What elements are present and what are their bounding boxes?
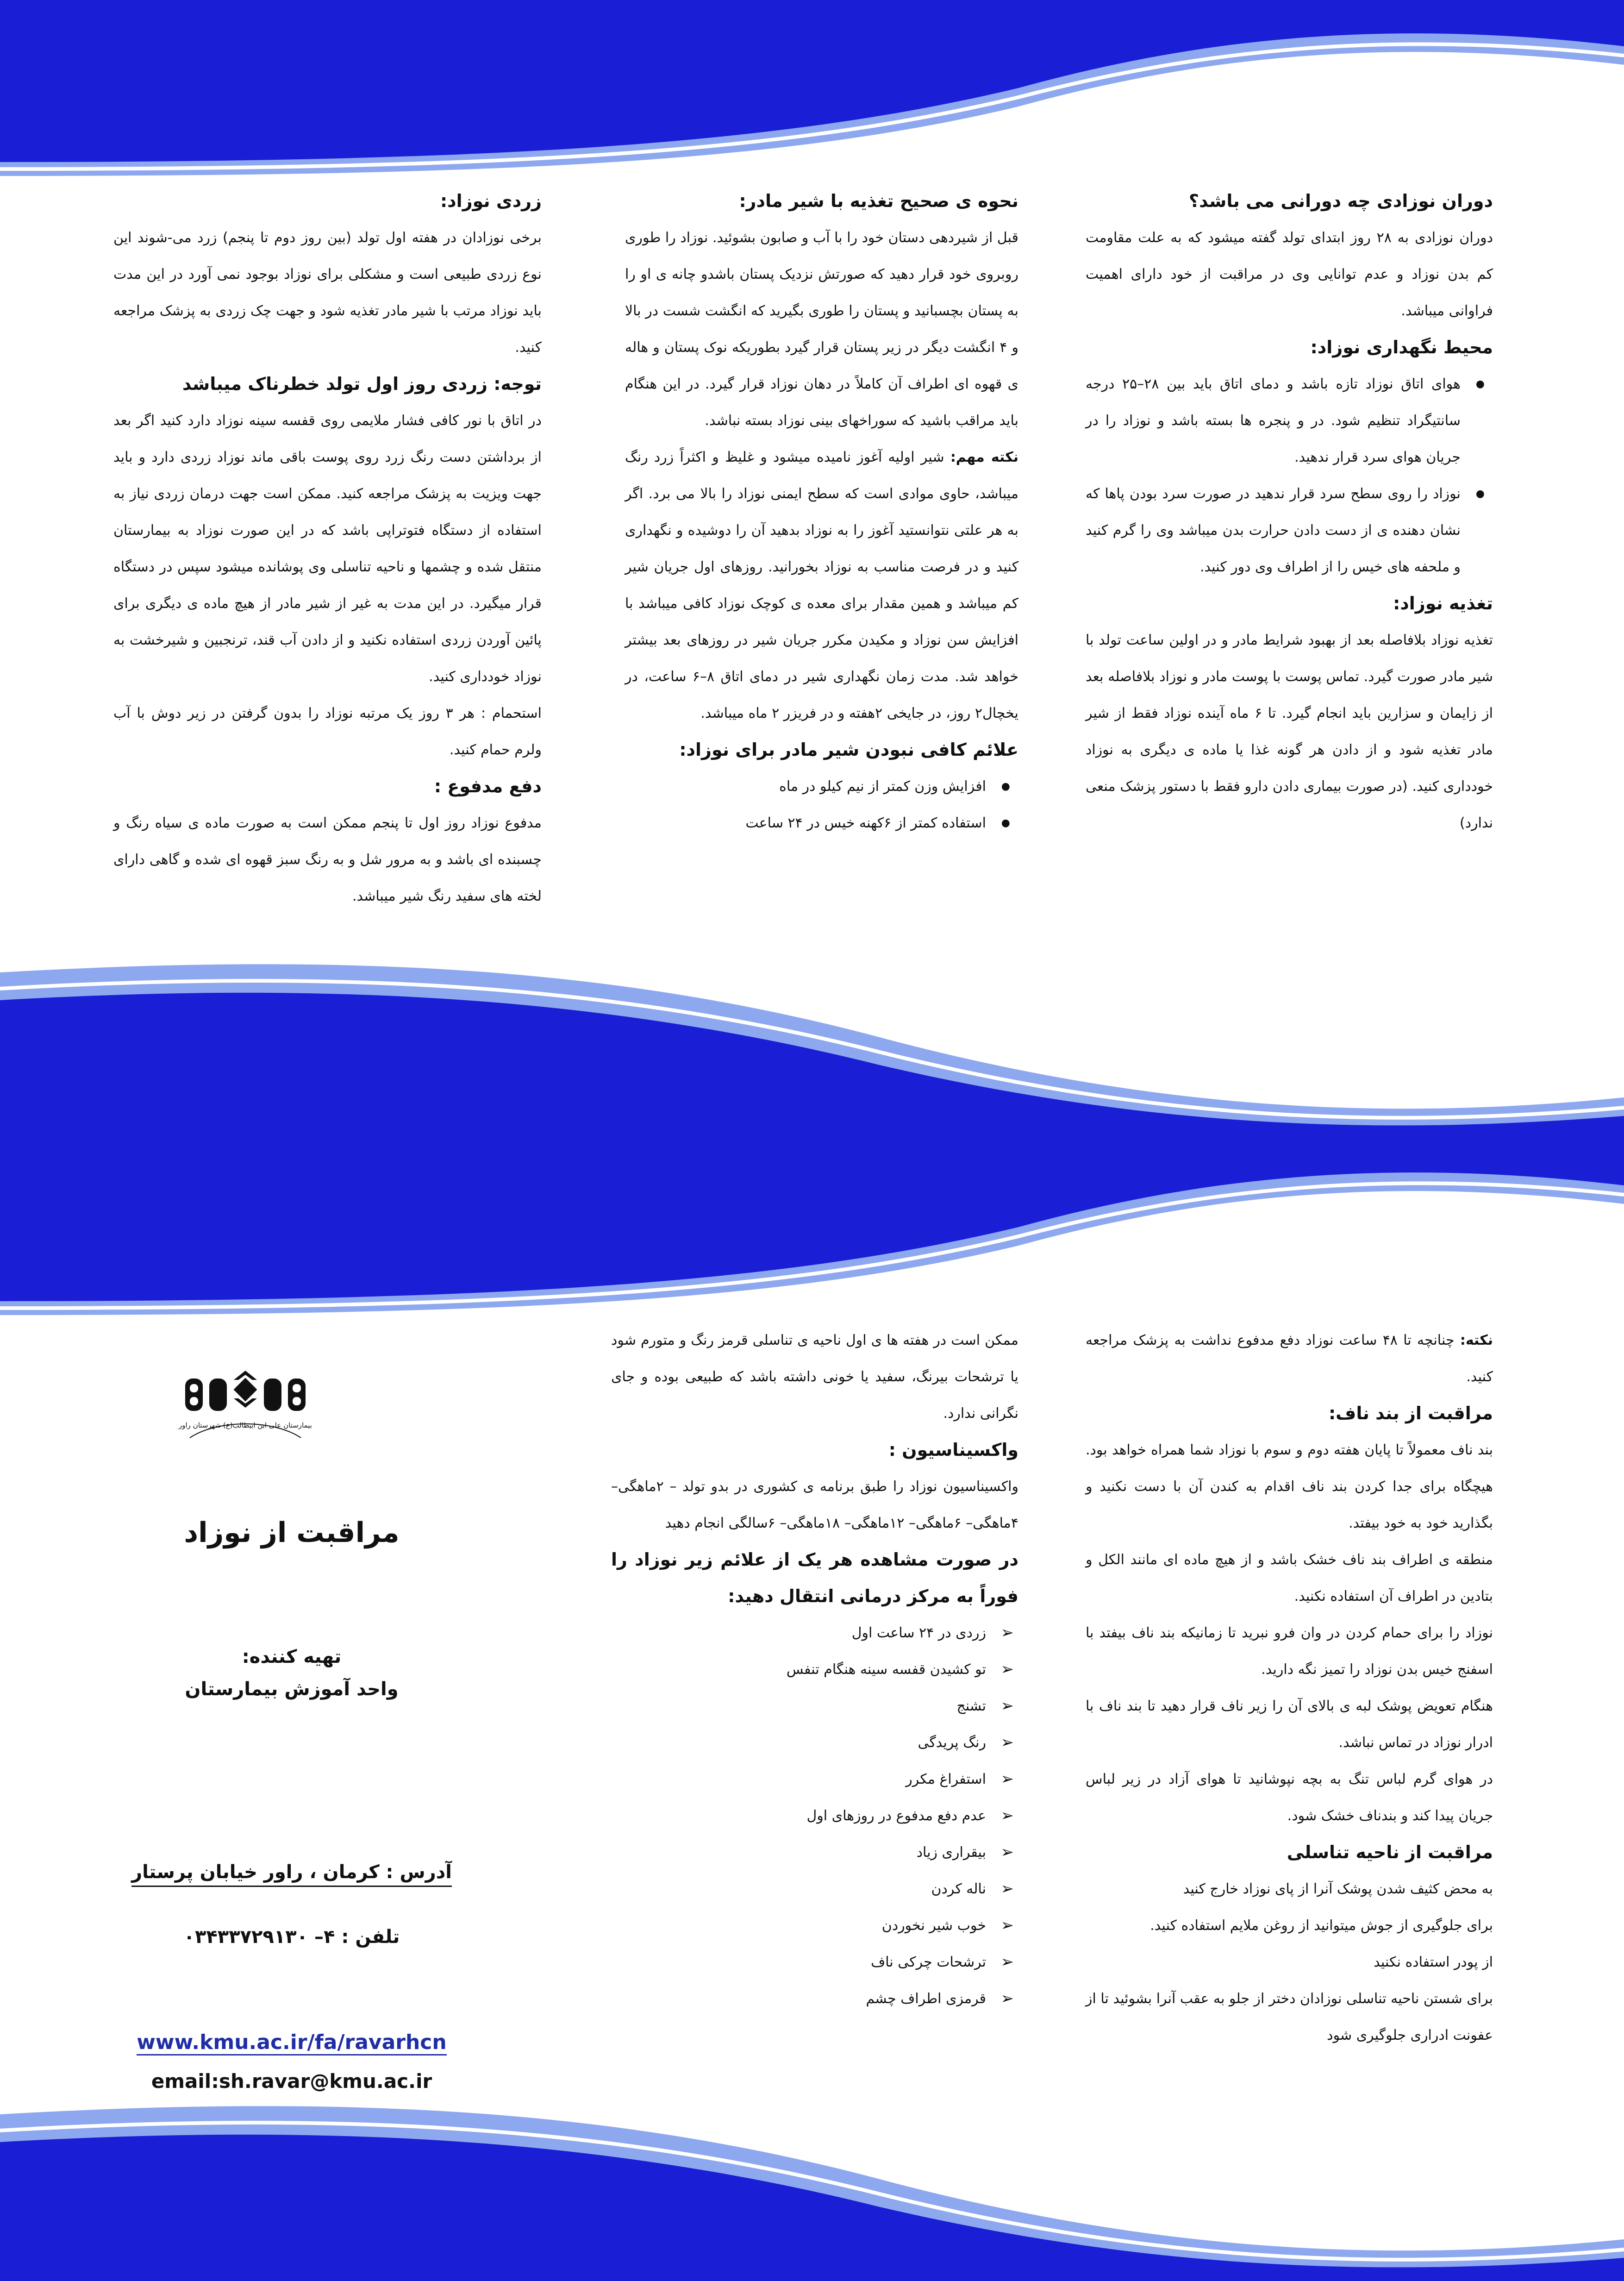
website-link[interactable] (83, 2030, 500, 2054)
prepared-by-label: تهیه کننده: (242, 1646, 342, 1667)
note-text: چنانچه تا ۴۸ ساعت نوزاد دفع مدفوع نداشت به پزشک مراجعه کنید. (1086, 1332, 1493, 1385)
top-wave-page1 (0, 0, 1624, 199)
note-label: نکته مهم: (950, 449, 1018, 465)
list-item: ● استفاده کمتر از ۶کهنه خیس در ۲۴ ساعت (625, 805, 986, 841)
heading-environment: محیط نگهداری نوزاد: (1310, 337, 1493, 357)
phone: تلفن : ۴– ۰۳۴۳۳۷۲۹۱۳۰ (183, 1926, 400, 1948)
paragraph-umbilical-1: بند ناف معمولاً تا پایان هفته دوم و سوم با نوزاد شما همراه خواهد بود. هیچگاه برای جدا کردن بند ناف اقدام به کندن آن با دست نکنید و بگذارید خود به خود بیفتد. (1086, 1442, 1493, 1531)
paragraph-umbilical-4: هنگام تعویض پوشک لبه ی بالای آن را زیر ناف قرار دهید تا بند ناف با ادرار نوزاد در تماس نباشد. (1086, 1698, 1493, 1751)
address (83, 1861, 500, 1883)
website-url[interactable]: www.kmu.ac.ir/fa/ravarhcn (137, 2030, 446, 2055)
bottom-wave-page1 (0, 945, 1624, 1139)
heading-vaccination: واکسیناسیون : (888, 1440, 1018, 1460)
heading-umbilical-care: مراقبت از بند ناف: (1328, 1403, 1493, 1423)
list-item: ➢ رنگ پریدگی (611, 1724, 986, 1761)
heading-breastfeeding: نحوه ی صحیح تغذیه با شیر مادر: (739, 191, 1018, 211)
section-vaccination-warnings (611, 1322, 1018, 2017)
list-item: ➢ عدم دفع مدفوع در روزهای اول (611, 1798, 986, 1834)
section-breastfeeding (625, 183, 1018, 841)
heading-insufficient-milk: علائم کافی نبودن شیر مادر برای نوزاد: (679, 739, 1018, 760)
svg-text:بیمارستان علی ابن ابیطالب(ع) ش: بیمارستان علی ابن ابیطالب(ع) شهرستان راور (179, 1421, 312, 1429)
address-text: آدرس : کرمان ، راور خیابان پرستار (131, 1861, 452, 1887)
paragraph-genital-4: برای شستن ناحیه تناسلی نوزادان دختر از جلو به عقب آنرا بشوئید تا از عفونت ادراری جلوگیری شود (1086, 1991, 1493, 2043)
environment-list (1086, 366, 1493, 585)
warning-signs-list (611, 1615, 1018, 2017)
heading-stool: دفع مدفوع : (434, 776, 542, 796)
heading-genital-care: مراقبت از ناحیه تناسلی (1287, 1842, 1493, 1862)
bottom-wave-page2 (0, 2087, 1624, 2281)
note-label: نکته: (1460, 1332, 1493, 1348)
paragraph-feeding: تغذیه نوزاد بلافاصله بعد از بهبود شرایط مادر و در اولین ساعت تولد با شیر مادر صورت گیرد. تماس پوست با پوست مادر و نوزاد بلافاصله بعد از زایمان و سزارین باید انجام گیرد. تا ۶ ماه آینده نوزاد فقط از شیر مادر تغذیه شود و از دادن هر گونه غذا یا ماده ی دیگری به نوزاد خودداری کنید. (در صورت بیماری دادن دارو فقط با دستور پزشک منعی ندارد) (1086, 632, 1493, 831)
top-wave-page2 (0, 1139, 1624, 1338)
paragraph-umbilical-3: نوزاد را برای حمام کردن در وان فرو نبرید تا زمانیکه بند ناف بیفتد با اسفنج خیس بدن نوزاد را تمیز نگه دارید. (1086, 1625, 1493, 1678)
brochure-title: مراقبت از نوزاد (184, 1516, 400, 1549)
list-item: ➢ بیقراری زیاد (611, 1834, 986, 1871)
list-item: ● افزایش وزن کمتر از نیم کیلو در ماه (625, 768, 986, 805)
paragraph-genital-3: از پودر استفاده نکنید (1374, 1954, 1493, 1970)
insufficient-milk-list (625, 768, 1018, 841)
paragraph-genital-1: به محض کثیف شدن پوشک آنرا از پای نوزاد خارج کنید (1183, 1881, 1493, 1897)
paragraph-jaundice: برخی نوزادان در هفته اول تولد (بین روز دوم تا پنجم) زرد می-شوند این نوع زردی طبیعی است و مشکلی برای نوزاد بوجود نمی آورد در این مدت باید نوزاد مرتب با شیر مادر تغذیه شود و جهت چک زردی به پزشک مراجعه کنید. (113, 230, 542, 356)
list-item: ➢ تو کشیدن قفسه سینه هنگام تنفس (611, 1651, 986, 1688)
heading-jaundice: زردی نوزاد: (440, 191, 542, 211)
list-item: ● نوزاد را روی سطح سرد قرار ندهید در صورت سرد بودن پاها که نشان دهنده ی از دست دادن حرارت بدن میباشد وی را گرم کنید و ملحفه های خیس را از اطراف وی دور کنید. (1086, 476, 1461, 585)
paragraph-bathing: استحمام : هر ۳ روز یک مرتبه نوزاد را بدون گرفتن در زیر دوش با آب ولرم حمام کنید. (113, 705, 542, 758)
heading-warning-signs: در صورت مشاهده هر یک از علائم زیر نوزاد را فوراً به مرکز درمانی انتقال دهید: (611, 1549, 1018, 1606)
paragraph-vaccination: واکسیناسیون نوزاد را طبق برنامه ی کشوری در بدو تولد – ۲ماهگی– ۴ماهگی– ۶ماهگی– ۱۲ماهگی– ۱۸ماهگی– ۶سالگی انجام دهید (611, 1479, 1018, 1531)
section-newborn-period (1086, 183, 1493, 841)
paragraph-stool: مدفوع نوزاد روز اول تا پنجم ممکن است به صورت ماده ی سیاه رنگ و چسبنده ای باشد و به مرور شل و به رنگ سبز قهوه ای شده و گاهی دارای لخته های سفید رنگ شیر میباشد. (113, 815, 542, 904)
email: email:sh.ravar@kmu.ac.ir (151, 2070, 432, 2093)
paragraph-umbilical-2: منطقه ی اطراف بند ناف خشک باشد و از هیچ ماده ای مانند الکل و بتادین در اطراف آن استفاده نکنید. (1086, 1552, 1493, 1604)
paragraph-breastfeeding: قبل از شیردهی دستان خود را با آب و صابون بشوئید. نوزاد را طوری روبروی خود قرار دهید که صورتش نزدیک پستان باشدو چانه ی او را به پستان بچسبانید و پستان را طوری بگیرید که انگشت شست در بالا و ۴ انگشت دیگر در زیر پستان قرار گیرد بطوریکه نوک پستان و هاله ی قهوه ای اطراف آن کاملاً در دهان نوزاد قرار گیرد. در این هنگام باید مراقب باشید که سوراخهای بینی نوزاد بسته نباشد. (625, 230, 1018, 429)
list-item: ➢ خوب شیر نخوردن (611, 1907, 986, 1944)
section-jaundice (113, 183, 542, 915)
paragraph-jaundice-check: در اتاق با نور کافی فشار ملایمی روی قفسه سینه نوزاد دارد کنید اگر بعد از برداشتن دست رنگ زرد روی پوست باقی ماند نوزاد زردی دارد و باید جهت ویزیت به پزشک مراجعه کنید. ممکن است جهت درمان زردی نیاز به استفاده از دستگاه فتوتراپی باشد که در این صورت نوزاد به بیمارستان منتقل شده و چشمها و ناحیه تناسلی وی پوشانده میشود سپس در دستگاه قرار میگیرد. در این مدت به غیر از شیر مادر از هیچ ماده ی دیگری برای پائین آوردن زردی استفاده نکنید و از دادن آب قند، ترنجبین و شیرخشت به نوزاد خودداری کنید. (113, 413, 542, 685)
paragraph-important-note (625, 439, 1018, 732)
hospital-logo-icon (176, 1368, 315, 1456)
paragraph-newborn-period: دوران نوزادی به ۲۸ روز ابتدای تولد گفته میشود که به علت مقاومت کم بدن نوزاد و عدم توانایی وی در مراقبت از خود دارای اهمیت فراوانی میباشد. (1086, 230, 1493, 319)
list-item: ➢ قرمزی اطراف چشم (611, 1980, 986, 2017)
paragraph-stool-note (1086, 1322, 1493, 1395)
paragraph-umbilical-5: در هوای گرم لباس تنگ به بچه نپوشانید تا هوای آزاد در زیر لباس جریان پیدا کند و بندناف خشک شود. (1086, 1771, 1493, 1824)
heading-feeding: تغذیه نوزاد: (1393, 593, 1493, 614)
paragraph-genital-normal: ممکن است در هفته ها ی اول ناحیه ی تناسلی قرمز رنگ و متورم شود یا ترشحات بیرنگ، سفید یا خونی داشته باشد که طبیعی بوده و جای نگرانی ندارد. (611, 1332, 1018, 1422)
note-text: شیر اولیه آغوز نامیده میشود و غلیظ و اکثراً زرد رنگ میباشد، حاوی موادی است که سطح ایمنی نوزاد را بالا می برد. اگر به هر علتی نتوانستید آغوز را به نوزاد بدهید آن را دوشیده و نگهداری کنید و در فرصت مناسب به نوزاد بخورانید. روزهای اول جریان شیر کم میباشد و همین مقدار برای معده ی کوچک نوزاد کافی میباشد با افزایش سن نوزاد و مکیدن مکرر جریان شیر در روزهای بعد بیشتر خواهد شد. مدت زمان نگهداری شیر در دمای اتاق ۸–۶ ساعت، در یخچال۲ روز، در جایخی ۲هفته و در فریزر ۲ ماه میباشد. (625, 449, 1018, 721)
heading-jaundice-warning: توجه: زردی روز اول تولد خطرناک میباشد (182, 374, 542, 394)
list-item: ➢ ناله کردن (611, 1871, 986, 1907)
section-umbilical-care (1086, 1322, 1493, 2054)
paragraph-genital-2: برای جلوگیری از جوش میتوانید از روغن ملایم استفاده کنید. (1150, 1918, 1493, 1934)
list-item: ➢ زردی در ۲۴ ساعت اول (611, 1615, 986, 1651)
list-item: ➢ ترشحات چرکی ناف (611, 1944, 986, 1980)
list-item: ● هوای اتاق نوزاد تازه باشد و دمای اتاق باید بین ۲۸–۲۵ درجه سانتیگراد تنظیم شود. در و پنجره ها بسته باشد و نوزاد را در جریان هوای سرد قرار ندهید. (1086, 366, 1461, 476)
heading-newborn-period: دوران نوزادی چه دورانی می باشد؟ (1189, 191, 1493, 211)
prepared-by-unit: واحد آموزش بیمارستان (185, 1679, 399, 1700)
list-item: ➢ استفراغ مکرر (611, 1761, 986, 1798)
list-item: ➢ تشنج (611, 1688, 986, 1724)
